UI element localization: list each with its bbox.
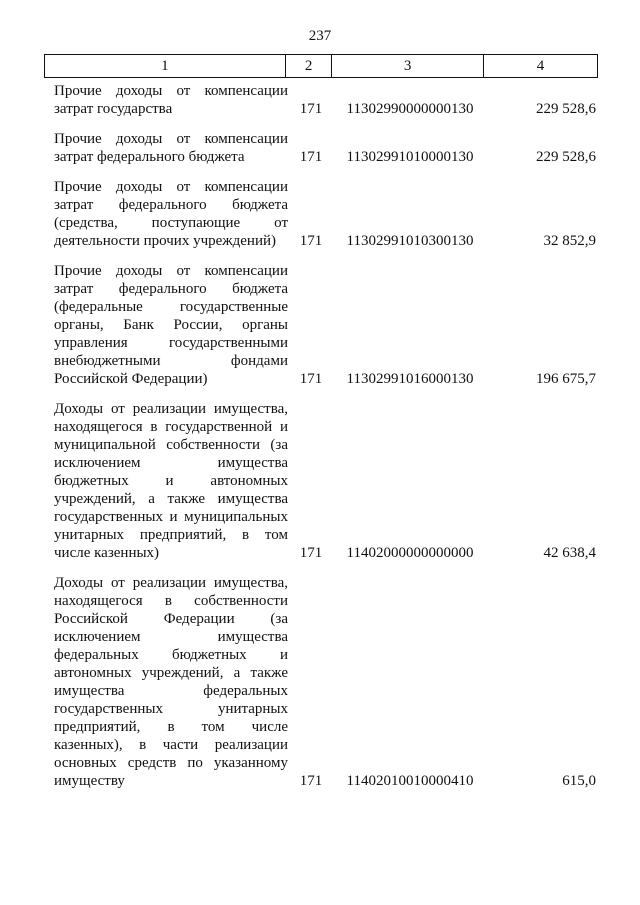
row-description: Прочие доходы от компенсации затрат федерального бюджета (федеральные государственные органы, Банк России, органы управления государственными внебюджетными фондами Российской Федерации) (54, 263, 288, 387)
page-number: 237 (308, 28, 332, 44)
table-body (44, 82, 598, 802)
row-code: 171 (299, 101, 323, 117)
table-row (44, 574, 598, 790)
row-kbk: 11302991010000130 (346, 149, 474, 165)
row-amount: 42 638,4 (543, 545, 596, 561)
column-header-3: 3 (332, 55, 484, 78)
row-amount: 196 675,7 (536, 371, 596, 387)
row-amount: 229 528,6 (536, 101, 596, 117)
row-amount: 32 852,9 (543, 233, 596, 249)
row-code: 171 (299, 545, 323, 561)
row-amount: 229 528,6 (536, 149, 596, 165)
row-code: 171 (299, 233, 323, 249)
column-header-1: 1 (45, 55, 286, 78)
table-row (44, 262, 598, 388)
row-kbk: 11302991010300130 (346, 233, 474, 249)
column-header-4: 4 (483, 55, 597, 78)
row-kbk: 11302991016000130 (346, 371, 474, 387)
row-kbk: 11402010010000410 (346, 773, 474, 789)
column-header-table (44, 54, 598, 78)
row-code: 171 (299, 149, 323, 165)
table-row (44, 82, 598, 118)
row-amount: 615,0 (562, 773, 596, 789)
row-description: Прочие доходы от компенсации затрат государства (54, 83, 288, 117)
column-header-2: 2 (285, 55, 332, 78)
table-row (44, 178, 598, 250)
row-description: Доходы от реализации имущества, находящегося в собственности Российской Федерации (за исключением имущества федеральных бюджетных и автономных учреждений, а также имущества федеральных государственных унитарных предприятий, в том числе казенных), в части реализации основных средств по указанному имуществу (54, 575, 288, 789)
row-kbk: 11302990000000130 (346, 101, 474, 117)
table-row (44, 130, 598, 166)
row-description: Доходы от реализации имущества, находящегося в государственной и муниципальной собственности (за исключением имущества бюджетных и автономных учреждений, а также имущества государственных и муниципальных унитарных предприятий, в том числе казенных) (54, 401, 288, 561)
row-code: 171 (299, 371, 323, 387)
row-kbk: 11402000000000000 (346, 545, 474, 561)
row-description: Прочие доходы от компенсации затрат федерального бюджета (54, 131, 288, 165)
row-code: 171 (299, 773, 323, 789)
row-description: Прочие доходы от компенсации затрат федерального бюджета (средства, поступающие от деятельности прочих учреждений) (54, 179, 288, 249)
column-header-row (45, 55, 598, 78)
table-row (44, 400, 598, 562)
